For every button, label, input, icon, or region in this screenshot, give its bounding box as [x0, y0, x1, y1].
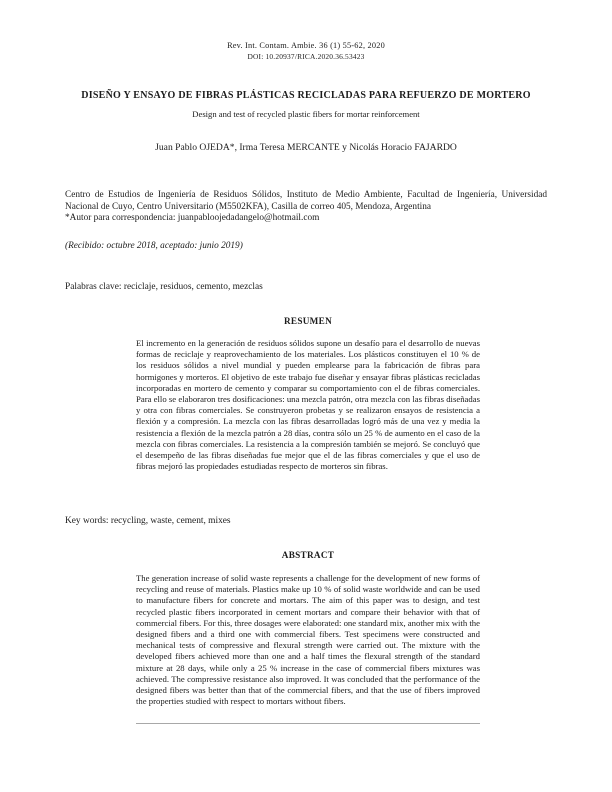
footnote-divider: [136, 723, 480, 724]
journal-reference: Rev. Int. Contam. Ambie. 36 (1) 55-62, 2020: [227, 41, 385, 50]
abstract-paragraph: The generation increase of solid waste represents a challenge for the development of new forms of recycling and reuse of materials. Plastics make up 10 % of solid waste worldwide and can be used to manufacture fibers for concrete and mortars. The aim of this paper was to design, and test recycled plastic fibers incorporated in cement mortars and compare their behavior with that of commercial fibers. For this, three dosages were elaborated: one standard mix, another mix with the designed fibers and a third one with commercial fibers. Test specimens were constructed and mechanical tests of compressive and flexural strength were carried out. The mixture with the developed fibers achieved more than one and a half times the flexural strength of the standard mixture at 28 days, while only a 25 % increase in the case of commercial fibers mixtures was achieved. The compressive resistance also improved. It was concluded that the performance of the designed fibers was better than that of the commercial fibers, and that the use of fibers improved the properties studied with respect to mortars without fibers.: [136, 573, 480, 707]
correspondence-note: *Autor para correspondencia: juanpabloojedadangelo@hotmail.com: [65, 213, 320, 224]
doi-line: DOI: 10.20937/RICA.2020.36.53423: [247, 52, 365, 61]
authors-line: Juan Pablo OJEDA*, Irma Teresa MERCANTE y Nicolás Horacio FAJARDO: [155, 142, 457, 153]
affiliation-block: [65, 190, 547, 225]
affiliation-text: Centro de Estudios de Ingeniería de Residuos Sólidos, Instituto de Medio Ambiente, Facultad de Ingeniería, Universidad Nacional de Cuyo, Centro Universitario (M5502KFA), Casilla de correo 405, Mendoza, Argentina: [65, 190, 547, 212]
paper-title: DISEÑO Y ENSAYO DE FIBRAS PLÁSTICAS RECICLADAS PARA REFUERZO DE MORTERO: [81, 90, 531, 101]
resumen-heading: RESUMEN: [283, 316, 333, 326]
paper-subtitle-english: Design and test of recycled plastic fibers for mortar reinforcement: [192, 109, 420, 119]
received-accepted-note: (Recibido: octubre 2018, aceptado: junio 2019): [65, 241, 243, 251]
resumen-paragraph: El incremento en la generación de residuos sólidos supone un desafío para el desarrollo de nuevas formas de reciclaje y reaprovechamiento de los materiales. Los plásticos constituyen el 10 % de los residuos sólidos a nivel mundial y pueden emplearse para la fabricación de fibras para hormigones y morteros. El objetivo de este trabajo fue diseñar y ensayar fibras plásticas recicladas incorporadas en mortero de cemento y comparar su comportamiento con el de fibras comerciales. Para ello se elaboraron tres dosificaciones: una mezcla patrón, otra mezcla con las fibras diseñadas y otra con fibras comerciales. Se construyeron probetas y se realizaron ensayos de resistencia a flexión y a compresión. La mezcla con las fibras desarrolladas logró más de una vez y media la resistencia a flexión de la mezcla patrón a 28 días, contra sólo un 25 % de aumento en el caso de la mezcla con fibras comerciales. La resistencia a la compresión también se mejoró. Se concluyó que el desempeño de las fibras diseñadas fue mejor que el de las fibras comerciales y que el uso de fibras mejoró las propiedades estudiadas respecto de morteros sin fibras.: [136, 338, 480, 472]
abstract-heading: ABSTRACT: [281, 550, 335, 560]
keywords-english: Key words: recycling, waste, cement, mixes: [65, 516, 231, 526]
keywords-spanish: Palabras clave: reciclaje, residuos, cemento, mezclas: [65, 282, 263, 292]
